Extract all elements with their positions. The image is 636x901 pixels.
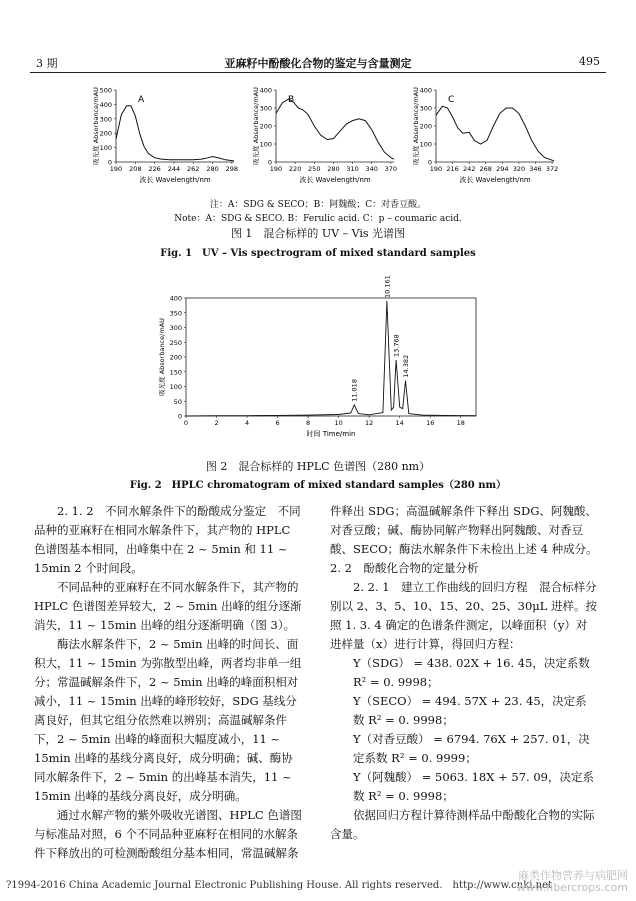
x-tick-label: 4: [244, 419, 250, 427]
figure1-note-cn: 注：A：SDG & SECO；B：阿魏酸；C：对香豆酸。: [209, 200, 427, 210]
y-tick-label: 300: [169, 324, 182, 332]
x-tick-label: 294: [496, 165, 509, 173]
x-tick-label: 280: [327, 165, 340, 173]
figure1-caption-en: Fig. 1 UV – Vis spectrogram of mixed standard samples: [160, 248, 476, 259]
x-tick-label: 12: [365, 419, 374, 427]
figure1-panel-c: [411, 87, 558, 185]
x-tick-label: 298: [225, 165, 239, 173]
figure1-caption-cn: 图 1 混合标样的 UV – Vis 光谱图: [230, 227, 406, 240]
x-tick-label: 190: [429, 165, 443, 173]
paragraph: 不同品种的亚麻籽在不同水解条件下，其产物的 HPLC 色谱图差异较大，2 ~ 5min 出峰的组分逐渐消失，11 ~ 15min 出峰的组分逐渐明确（图 3）。: [34, 580, 302, 632]
y-tick-label: 0: [177, 412, 182, 421]
x-tick-label: 372: [545, 165, 559, 173]
equation-ferulic: Y（阿魏酸） = 5063. 18X + 57. 09，决定系数 R² = 0. 9998；: [353, 770, 594, 803]
equation-seco: Y（SECO） = 494. 57X + 23. 45，决定系数 R² = 0. 9998；: [353, 694, 587, 727]
x-tick-label: 244: [167, 165, 181, 173]
y-tick-label: 250: [169, 338, 182, 347]
x-tick-label: 220: [288, 165, 302, 173]
x-tick-label: 226: [148, 165, 161, 173]
y-tick-label: 50: [173, 397, 182, 406]
left-column: [34, 502, 302, 863]
figure1-panel-a: [91, 87, 238, 185]
x-tick-label: 0: [183, 419, 189, 427]
x-tick-label: 18: [456, 419, 465, 427]
section-2-1-2: 2. 1. 2 不同水解条件下的酚酸成分鉴定 不同品种的亚麻籽在相同水解条件下，其产物的 HPLC 色谱图基本相同，出峰集中在 2 ~ 5min 和 11 ~ 15min 2 个时间段。: [34, 504, 301, 575]
y-tick-label: 300: [259, 104, 272, 113]
figure2-chromatogram: [150, 275, 490, 442]
y-tick-label: 100: [99, 144, 112, 153]
x-tick-label: 190: [269, 165, 283, 173]
y-tick-label: 150: [169, 368, 182, 377]
x-tick-label: 216: [446, 165, 459, 173]
section-2-2-1: 2. 2. 1 建立工作曲线的回归方程 混合标样分别以 2、3、5、10、15、20、25、30μL 进样。按照 1. 3. 4 确定的色谱条件测定，以峰面积（y）对进样量（x）进行计算，得回归方程：: [330, 580, 598, 651]
y-tick-label: 500: [99, 86, 112, 95]
peak-label: 10.161: [383, 275, 392, 298]
y-tick-label: 200: [419, 122, 432, 131]
x-tick-label: 6: [275, 419, 280, 427]
y-tick-label: 0: [267, 158, 272, 167]
y-tick-label: 100: [419, 140, 432, 149]
y-tick-label: 400: [99, 100, 112, 109]
y-axis-title: 吸光度 Absorbance/mAU: [92, 87, 100, 165]
figure2-caption-cn: 图 2 混合标样的 HPLC 色谱图（280 nm）: [205, 460, 431, 473]
figure1-note-en: Note：A：SDG & SECO. B：Ferulic acid. C：p – coumaric acid.: [174, 214, 462, 224]
equation-coumaric: Y（对香豆酸） = 6794. 76X + 257. 01，决定系数 R² = 0. 9999；: [353, 732, 590, 765]
x-tick-label: 10: [334, 419, 343, 427]
right-column: [330, 502, 598, 844]
peak-label: 13.768: [392, 334, 401, 357]
x-tick-label: 340: [365, 165, 378, 173]
panel-label: C: [448, 95, 455, 105]
paragraph: 通过水解产物的紫外吸收光谱图、HPLC 色谱图与标准品对照，6 个不同品种亚麻籽在相同的水解条件下释放出的可检测酚酸组分基本相同，常温碱解条: [34, 808, 302, 860]
x-tick-label: 250: [308, 165, 321, 173]
x-tick-label: 280: [206, 165, 219, 173]
spectrum-line: [276, 99, 394, 159]
figure2-caption-en: Fig. 2 HPLC chromatogram of mixed standard samples（280 nm）: [129, 480, 507, 491]
chromatogram-line: [186, 301, 476, 416]
x-tick-label: 208: [129, 165, 142, 173]
y-tick-label: 400: [419, 86, 432, 95]
peak-label: 14.382: [402, 354, 411, 378]
y-axis-title: 吸光度 Absorbance/mAU: [252, 87, 260, 165]
x-tick-label: 8: [306, 419, 311, 427]
y-tick-label: 300: [419, 104, 432, 113]
paragraph: 件释出 SDG；高温碱解条件下释出 SDG、阿魏酸、对香豆酸；碱、酶协同解产物释出阿魏酸、对香豆酸、SECO；酶法水解条件下未检出上述 4 种成分。: [330, 504, 598, 556]
y-tick-label: 0: [107, 158, 112, 167]
y-axis-title: 吸光度 Absorbance/mAU: [412, 87, 420, 165]
paragraph: 依据回归方程计算待测样品中酚酸化合物的实际含量。: [330, 808, 595, 841]
x-tick-label: 14: [395, 419, 404, 427]
spectrum-line: [116, 106, 234, 161]
hplc-plot: [157, 275, 476, 438]
y-tick-label: 200: [99, 129, 112, 138]
peak-label: 11.018: [350, 379, 359, 402]
section-2-2-heading: 2. 2 酚酸化合物的定量分析: [330, 561, 479, 575]
x-tick-label: 2: [214, 419, 219, 427]
y-axis-title: 吸光度 Absorbance/mAU: [158, 318, 166, 396]
y-tick-label: 200: [169, 353, 182, 362]
x-axis-title: 时间 Time/min: [306, 430, 356, 438]
x-tick-label: 262: [187, 165, 200, 173]
panel-label: A: [138, 95, 145, 105]
x-tick-label: 370: [384, 165, 398, 173]
x-tick-label: 346: [529, 165, 542, 173]
equation-sdg: Y（SDG） = 438. 02X + 16. 45，决定系数 R² = 0. 9998；: [353, 656, 590, 689]
y-tick-label: 400: [169, 294, 182, 303]
x-tick-label: 190: [109, 165, 123, 173]
y-tick-label: 400: [259, 86, 272, 95]
figure1-panel-b: [251, 87, 397, 185]
x-axis-title: 波长 Wavelength/nm: [139, 176, 211, 184]
panel-label: B: [288, 95, 295, 105]
figure1-panels: [90, 86, 570, 190]
x-tick-label: 310: [346, 165, 359, 173]
x-tick-label: 268: [479, 165, 492, 173]
paragraph: 酶法水解条件下，2 ~ 5min 出峰的时间长、面积大，11 ~ 15min 为弥散型出峰，两者均非单一组分；常温碱解条件下，2 ~ 5min 出峰的峰面积相对减小，11 ~ 15min 出峰的峰形较好，SDG 基线分离良好，但其它组分依然难以辨别；高温碱解条件下，2 ~ 5min 出峰的峰面积大幅度减小，11 ~ 15min 出峰的基线分离良好，成分明确；碱、酶协同水解条件下，2 ~ 5min 的出峰基本消失，11 ~ 15min 出峰的基线分离良好，成分明确。: [34, 637, 302, 803]
x-tick-label: 16: [426, 419, 435, 427]
page-number: 495: [579, 55, 600, 68]
y-tick-label: 0: [427, 158, 432, 167]
y-tick-label: 200: [259, 122, 272, 131]
spectrum-line: [436, 106, 554, 160]
y-tick-label: 100: [259, 140, 272, 149]
x-axis-title: 波长 Wavelength/nm: [459, 176, 531, 184]
running-title: 亚麻籽中酚酸化合物的鉴定与含量测定: [224, 57, 412, 70]
issue-number: 3 期: [36, 57, 58, 70]
x-tick-label: 320: [512, 165, 526, 173]
y-tick-label: 100: [169, 383, 182, 391]
y-tick-label: 300: [99, 115, 112, 124]
plot-frame: [186, 298, 476, 416]
y-tick-label: 350: [169, 309, 182, 318]
header-rule: [30, 72, 606, 73]
copyright-footer: ?1994-2016 China Academic Journal Electronic Publishing House. All rights reserved. http://www.cnki.net: [6, 880, 553, 891]
x-tick-label: 242: [462, 165, 476, 173]
watermark: 麻类作物营养与病肥网 www.fibercrops.com: [516, 869, 628, 894]
x-axis-title: 波长 Wavelength/nm: [299, 176, 371, 184]
